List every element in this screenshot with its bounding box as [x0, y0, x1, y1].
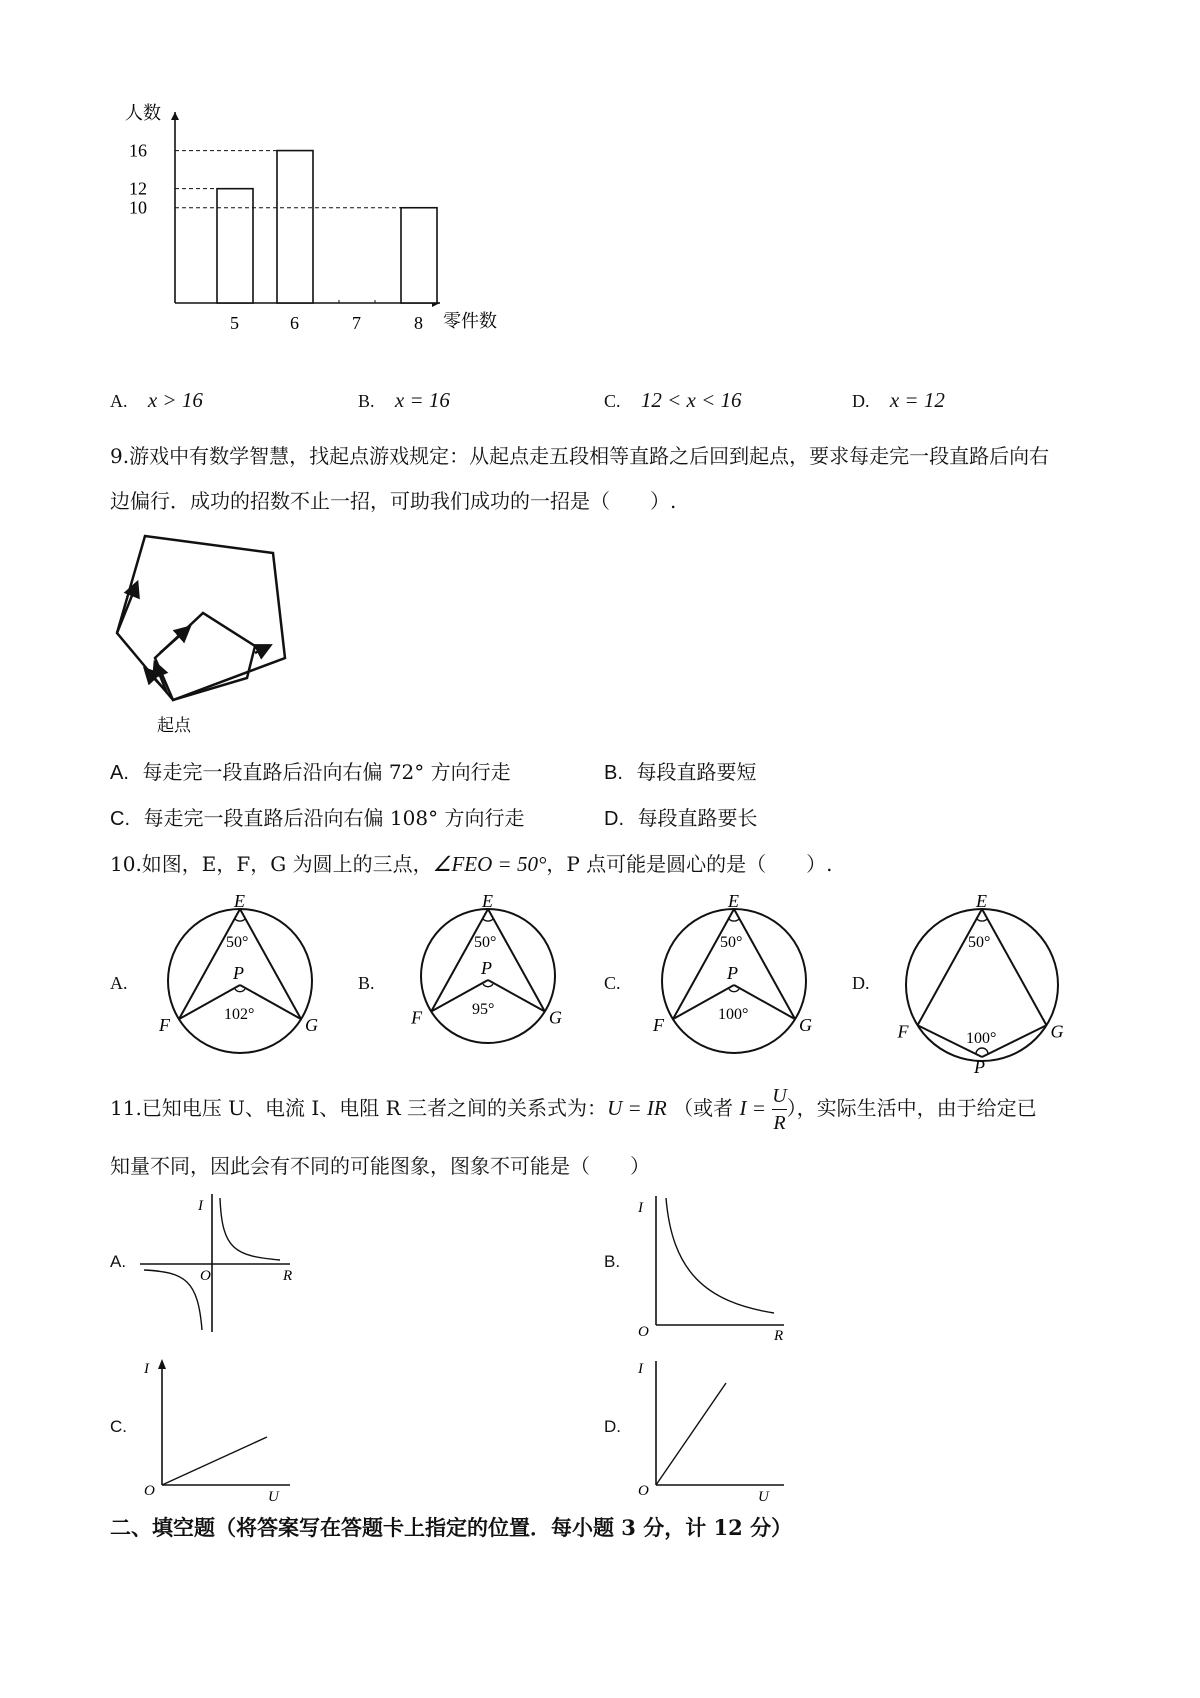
center-angle-label: 100°	[966, 1030, 997, 1047]
q10-circle-figure	[882, 895, 1072, 1075]
q8-option-a[interactable]	[110, 388, 203, 413]
y-axis-label: I	[198, 1198, 203, 1214]
q10-circle-figure	[140, 895, 330, 1075]
option-label: D.	[604, 808, 624, 830]
top-angle-label: 50°	[720, 934, 743, 951]
top-angle-label: 50°	[474, 934, 497, 951]
origin-label: O	[638, 1324, 649, 1340]
point-f-label: F	[897, 1021, 909, 1042]
q10-stem-math: ∠FEO = 50°	[432, 852, 547, 876]
option-label: D.	[604, 1417, 621, 1436]
option-label: A.	[110, 762, 129, 784]
option-label: D.	[852, 973, 870, 993]
y-axis-label: I	[638, 1200, 643, 1216]
point-p-label: P	[974, 1057, 985, 1075]
x-axis-label: U	[268, 1489, 279, 1505]
point-f-label: F	[652, 1015, 664, 1036]
q9-option-d[interactable]	[604, 802, 758, 831]
option-text: 每走完一段直路后沿向右偏 108° 方向行走	[143, 806, 525, 830]
q11-stem-mid: （或者	[673, 1096, 734, 1120]
bar	[217, 189, 253, 303]
q11-frac-den: R	[773, 1112, 786, 1134]
option-text: 每段直路要长	[637, 806, 758, 830]
q9-stem-line2: 边偏行．成功的招数不止一招，可助我们成功的一招是（ ）.	[110, 489, 677, 513]
top-angle-label: 50°	[226, 934, 249, 951]
q8-bar-chart	[100, 100, 520, 340]
x-axis-label: U	[758, 1489, 769, 1505]
center-angle-label: 100°	[718, 1006, 749, 1023]
q10-stem	[110, 848, 833, 877]
option-math: x = 16	[394, 388, 450, 412]
q9-option-b[interactable]	[604, 756, 756, 785]
q8-option-c[interactable]	[604, 388, 742, 413]
point-e-label: E	[482, 895, 493, 911]
q8-option-b[interactable]	[358, 388, 450, 413]
q11-graph-figure	[140, 1190, 320, 1340]
section2-title: 二、填空题（将答案写在答题卡上指定的位置．每小题 3 分，计 12 分）	[110, 1515, 793, 1540]
option-label: A.	[110, 973, 128, 993]
q10-circle-figure	[388, 895, 578, 1075]
option-label: A.	[110, 1252, 127, 1271]
y-axis-label: 人数	[125, 103, 161, 124]
option-label: B.	[358, 391, 375, 411]
q9-option-a[interactable]	[110, 756, 511, 785]
q11-frac-lhs: I =	[739, 1096, 766, 1120]
option-label: C.	[604, 391, 621, 411]
option-label: B.	[604, 1252, 621, 1271]
bar	[277, 151, 313, 303]
point-p-label: P	[727, 963, 738, 983]
center-angle-label: 95°	[472, 1001, 495, 1018]
q9-stem-line1: 9.游戏中有数学智慧，找起点游戏规定：从起点走五段相等直路之后回到起点，要求每走完一段直路后向右	[110, 444, 1050, 468]
q8-option-d[interactable]	[852, 388, 945, 413]
option-label: B.	[604, 762, 623, 784]
y-tick-label: 16	[129, 140, 147, 161]
point-e-label: E	[976, 895, 987, 911]
origin-label: O	[638, 1483, 649, 1499]
q11-graph-figure	[634, 1355, 814, 1505]
q9-pentagon-figure	[105, 528, 305, 738]
bar	[401, 208, 437, 303]
q11-graph-figure	[140, 1355, 320, 1505]
q11-frac-num: U	[772, 1083, 786, 1110]
option-math: 12 < x < 16	[640, 388, 742, 412]
q11-graph-figure	[634, 1190, 814, 1340]
point-f-label: F	[158, 1015, 170, 1036]
y-axis-arrow	[171, 112, 179, 120]
option-label: D.	[852, 391, 870, 411]
y-tick-label: 12	[129, 178, 147, 199]
q11-stem-math: U = IR	[607, 1096, 667, 1120]
x-axis-label: 零件数	[443, 311, 497, 332]
x-axis-label: R	[283, 1268, 293, 1284]
option-math: x > 16	[147, 388, 203, 412]
q10-circle-figure	[634, 895, 824, 1075]
q9-option-c[interactable]	[110, 802, 524, 831]
point-g-label: G	[548, 1007, 562, 1028]
option-label: C.	[604, 973, 621, 993]
option-label: A.	[110, 391, 128, 411]
x-tick-label: 5	[230, 313, 239, 333]
x-tick-label: 6	[290, 313, 299, 333]
origin-label: O	[200, 1268, 211, 1284]
q11-stem-prefix: 11.已知电压 U、电流 I、电阻 R 三者之间的关系式为：	[110, 1096, 608, 1120]
q11-stem-suffix: ），实际生活中，由于给定已	[786, 1096, 1037, 1120]
option-label: C.	[110, 1417, 127, 1436]
x-tick-label: 8	[414, 313, 423, 333]
point-g-label: G	[799, 1015, 813, 1036]
option-text: 每走完一段直路后沿向右偏 72° 方向行走	[142, 760, 511, 784]
point-p-label: P	[481, 958, 492, 978]
option-label: C.	[110, 808, 130, 830]
point-e-label: E	[234, 895, 245, 911]
x-tick-label: 7	[352, 313, 361, 333]
q11-stem-line1	[110, 1080, 1037, 1136]
point-g-label: G	[1050, 1021, 1064, 1042]
option-label: B.	[358, 973, 375, 993]
point-f-label: F	[411, 1007, 423, 1028]
q10-stem-suffix: ，P 点可能是圆心的是（ ）.	[546, 852, 833, 876]
top-angle-label: 50°	[968, 934, 991, 951]
q11-fraction	[772, 1083, 786, 1136]
q10-stem-prefix: 10.如图，E，F，G 为圆上的三点，	[110, 852, 433, 876]
q11-stem-line2: 知量不同，因此会有不同的可能图象，图象不可能是（ ）	[110, 1154, 650, 1178]
point-e-label: E	[728, 895, 739, 911]
center-angle-label: 102°	[224, 1006, 255, 1023]
y-axis-label: I	[638, 1361, 643, 1377]
point-p-label: P	[233, 963, 244, 983]
q9-start-label: 起点	[157, 716, 191, 736]
origin-label: O	[144, 1483, 155, 1499]
option-math: x = 12	[889, 388, 945, 412]
x-axis-label: R	[774, 1328, 784, 1340]
y-tick-label: 10	[129, 197, 147, 218]
y-axis-label: I	[144, 1361, 149, 1377]
option-text: 每段直路要短	[636, 760, 757, 784]
point-g-label: G	[305, 1015, 319, 1036]
